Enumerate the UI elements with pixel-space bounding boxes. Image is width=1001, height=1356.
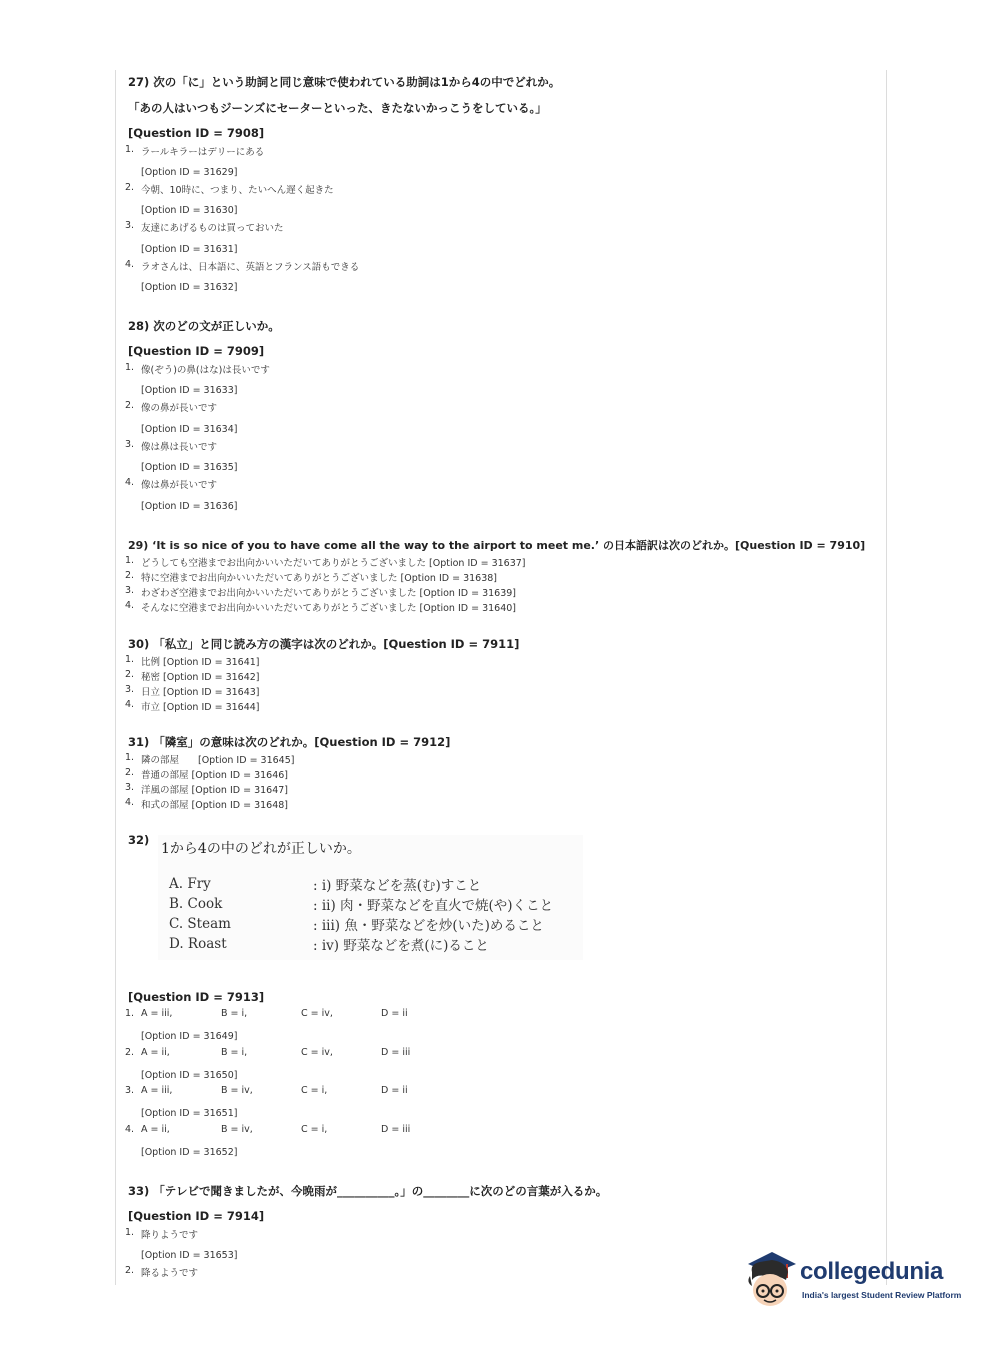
option-text: 降るようです <box>141 1268 199 1279</box>
option-c: C = iv, <box>301 1047 333 1058</box>
option-id: [Option ID = 31633] <box>141 385 238 396</box>
logo-wordmark: collegedunia <box>800 1258 944 1285</box>
option-text: 像の鼻が長いです <box>141 403 218 414</box>
option-text: 秘密 [Option ID = 31642] <box>141 672 260 683</box>
question-27-id: [Question ID = 7908] <box>128 126 265 140</box>
option-b: B = i, <box>221 1047 248 1058</box>
option-id: [Option ID = 31635] <box>141 462 238 473</box>
option-text: 友達にあげるものは買っておいた <box>141 223 284 234</box>
option-id: [Option ID = 31631] <box>141 244 238 255</box>
match-left-item: B. Cook <box>169 896 223 912</box>
match-right-item: : i) 野菜などを蒸(む)すこと <box>313 878 482 894</box>
option-number: 2. <box>125 767 135 778</box>
option-d: D = iii <box>381 1047 411 1058</box>
option-a: A = ii, <box>141 1047 170 1058</box>
option-number: 4. <box>125 259 135 270</box>
option-id: [Option ID = 31652] <box>141 1147 238 1158</box>
match-left-item: C. Steam <box>169 916 231 932</box>
question-33-id: [Question ID = 7914] <box>128 1209 265 1223</box>
option-text: 比例 [Option ID = 31641] <box>141 657 260 668</box>
option-text: そんなに空港までお出向かいいただいてありがとうございました [Option ID = 31640] <box>141 603 516 614</box>
option-id: [Option ID = 31629] <box>141 167 238 178</box>
option-text: 降りようです <box>141 1230 199 1241</box>
question-32-figure <box>158 835 583 960</box>
question-31-heading: 31) 「隣室」の意味は次のどれか。[Question ID = 7912] <box>128 735 451 749</box>
option-number: 2. <box>125 400 135 411</box>
question-28-id: [Question ID = 7909] <box>128 344 265 358</box>
question-29-heading: 29) ‘It is so nice of you to have come all the way to the airport to meet me.’ の日本語訳は次のどれか。[Question ID = 7910] <box>128 539 866 552</box>
option-number: 1. <box>125 555 135 566</box>
option-number: 2. <box>125 1047 135 1058</box>
question-28-heading: 28) 次のどの文が正しいか。 <box>128 319 280 333</box>
option-c: C = iv, <box>301 1008 333 1019</box>
option-number: 1. <box>125 144 135 155</box>
option-id: [Option ID = 31649] <box>141 1031 238 1042</box>
option-number: 1. <box>125 654 135 665</box>
match-right-item: : ii) 肉・野菜などを直火で焼(や)くこと <box>313 898 554 914</box>
option-number: 2. <box>125 669 135 680</box>
option-number: 4. <box>125 477 135 488</box>
option-id: [Option ID = 31650] <box>141 1070 238 1081</box>
option-b: B = i, <box>221 1008 248 1019</box>
option-number: 3. <box>125 1085 135 1096</box>
option-number: 4. <box>125 699 135 710</box>
option-number: 3. <box>125 220 135 231</box>
option-number: 2. <box>125 1265 135 1276</box>
option-text: ラオさんは、日本語に、英語とフランス語もできる <box>141 262 360 273</box>
option-text: どうしても空港までお出向かいいただいてありがとうございました [Option ID = 31637] <box>141 558 526 569</box>
match-right-item: : iii) 魚・野菜などを炒(いた)めること <box>313 918 544 934</box>
match-left-item: A. Fry <box>169 876 211 892</box>
option-c: C = i, <box>301 1124 328 1135</box>
option-text: 像(ぞう)の鼻(はな)は長いです <box>141 365 270 376</box>
option-id: [Option ID = 31636] <box>141 501 238 512</box>
option-text: 市立 [Option ID = 31644] <box>141 702 260 713</box>
option-number: 1. <box>125 752 135 763</box>
option-d: D = ii <box>381 1085 408 1096</box>
option-text: 日立 [Option ID = 31643] <box>141 687 260 698</box>
option-c: C = i, <box>301 1085 328 1096</box>
option-id: [Option ID = 31653] <box>141 1250 238 1261</box>
option-d: D = ii <box>381 1008 408 1019</box>
option-number: 1. <box>125 1227 135 1238</box>
question-30-heading: 30) 「私立」と同じ読み方の漢字は次のどれか。[Question ID = 7911] <box>128 637 520 651</box>
option-b: B = iv, <box>221 1085 253 1096</box>
option-a: A = iii, <box>141 1085 173 1096</box>
option-number: 2. <box>125 570 135 581</box>
option-id: [Option ID = 31634] <box>141 424 238 435</box>
option-text: 像は鼻が長いです <box>141 480 218 491</box>
question-33-heading: 33) 「テレビで聞きましたが、今晩雨が__________。」の________に次のどの言葉が入るか。 <box>128 1184 608 1198</box>
option-number: 4. <box>125 1124 135 1135</box>
option-text: 隣の部屋 [Option ID = 31645] <box>141 755 295 766</box>
question-27-sentence: 「あの人はいつもジーンズにセーターといった、きたないかっこうをしている。」 <box>128 101 547 115</box>
student-mascot-icon <box>742 1250 802 1310</box>
option-text: 特に空港までお出向かいいただいてありがとうございました [Option ID = 31638] <box>141 573 497 584</box>
question-32-number: 32) <box>128 833 150 847</box>
option-number: 3. <box>125 439 135 450</box>
option-text: 和式の部屋 [Option ID = 31648] <box>141 800 288 811</box>
option-number: 3. <box>125 782 135 793</box>
option-number: 4. <box>125 600 135 611</box>
option-text: 今朝、10時に、つまり、たいへん遅く起きた <box>141 185 334 196</box>
option-number: 4. <box>125 797 135 808</box>
option-number: 3. <box>125 684 135 695</box>
option-text: ラールキラーはデリーにある <box>141 147 265 158</box>
option-b: B = iv, <box>221 1124 253 1135</box>
option-id: [Option ID = 31632] <box>141 282 238 293</box>
option-number: 2. <box>125 182 135 193</box>
option-number: 1. <box>125 1008 135 1019</box>
option-text: 普通の部屋 [Option ID = 31646] <box>141 770 288 781</box>
option-number: 3. <box>125 585 135 596</box>
option-id: [Option ID = 31651] <box>141 1108 238 1119</box>
option-text: わざわざ空港までお出向かいいただいてありがとうございました [Option ID = 31639] <box>141 588 516 599</box>
question-32-id: [Question ID = 7913] <box>128 990 265 1004</box>
logo-tagline: India's largest Student Review Platform <box>802 1290 962 1300</box>
match-right-item: : iv) 野菜などを煮(に)ること <box>313 938 489 954</box>
option-a: A = iii, <box>141 1008 173 1019</box>
option-id: [Option ID = 31630] <box>141 205 238 216</box>
option-a: A = ii, <box>141 1124 170 1135</box>
match-left-item: D. Roast <box>169 936 227 952</box>
collegedunia-logo <box>742 1250 972 1320</box>
option-d: D = iii <box>381 1124 411 1135</box>
figure-title: 1から4の中のどれが正しいか。 <box>161 841 361 857</box>
option-text: 洋風の部屋 [Option ID = 31647] <box>141 785 288 796</box>
option-number: 1. <box>125 362 135 373</box>
question-27-heading: 27) 次の「に」という助詞と同じ意味で使われている助詞は1から4の中でどれか。 <box>128 75 561 89</box>
option-text: 像は鼻は長いです <box>141 442 218 453</box>
